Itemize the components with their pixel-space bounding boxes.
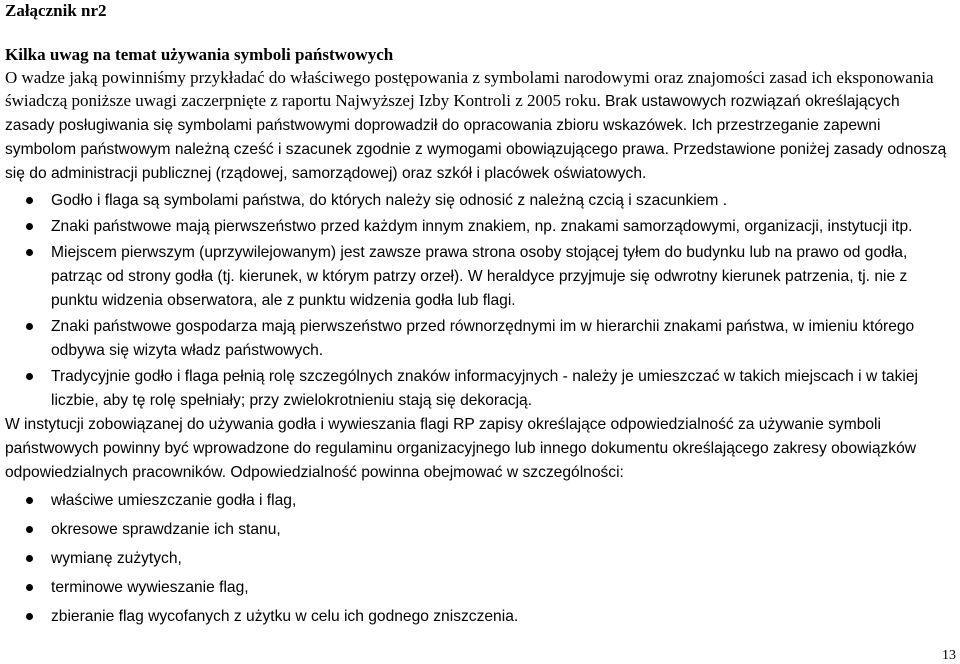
bullet-icon	[26, 197, 33, 204]
list-item	[5, 546, 953, 570]
list-item-text: okresowe sprawdzanie ich stanu,	[51, 521, 281, 538]
bullet-icon	[26, 613, 33, 620]
duties-list	[5, 488, 953, 628]
list-item-text: Znaki państwowe mają pierwszeństwo przed każdym innym znakiem, np. znakami samorządowymi, organizacji, instytucji itp.	[51, 218, 913, 235]
intro-sentence: Przedstawione poniżej zasady odnoszą się do administracji publicznej (rządowej, samorządowej) oraz szkół i placówek oświatowych.	[5, 141, 947, 182]
list-item-text: terminowe wywieszanie flag,	[51, 579, 249, 596]
attachment-heading: Załącznik nr2	[5, 1, 107, 20]
bullet-icon	[26, 526, 33, 533]
list-item	[5, 604, 953, 628]
bullet-icon	[26, 555, 33, 562]
list-item-text: Znaki państwowe gospodarza mają pierwszeństwo przed równorzędnymi im w hierarchii znakami państwa, w imieniu którego odbywa się wizyta władz państwowych.	[51, 318, 915, 359]
list-item-text: właściwe umieszczanie godła i flag,	[51, 492, 297, 509]
bullet-icon	[26, 497, 33, 504]
list-item	[5, 314, 953, 362]
list-item	[5, 575, 953, 599]
intro-sentence: Brak ustawowych rozwiązań określających zasady posługiwania się symbolami państwowymi doprowadził do opracowania zbioru wskazówek.	[5, 93, 900, 134]
section-title: Kilka uwag na temat używania symboli państwowych	[5, 45, 394, 64]
intro-sentence: O wadze jaką powinniśmy przykładać do właściwego postępowania z symbolami narodowymi oraz znajomości zasad ich eksponowania świadczą poniższe uwagi zaczerpnięte z raportu Najwyższej Izby Kontroli z 2005 roku.	[5, 68, 934, 110]
list-item	[5, 488, 953, 512]
intro-sentence: Ich przestrzeganie zapewni symbolom państwowym należną cześć i szacunek zgodnie z wymogami obowiązującego prawa.	[5, 117, 881, 158]
list-item-text: Godło i flaga są symbolami państwa, do których należy się odnosić z należną czcią i szacunkiem .	[51, 192, 728, 209]
bullet-icon	[26, 584, 33, 591]
bullet-icon	[26, 223, 33, 230]
list-item-text: Tradycyjnie godło i flaga pełnią rolę szczególnych znaków informacyjnych - należy je umieszczać w takich miejscach i w takiej liczbie, aby tę rolę spełniały; przy zwielokrotnieniu stają się dekoracją.	[51, 368, 918, 409]
closing-paragraph	[5, 412, 953, 484]
list-item	[5, 517, 953, 541]
bullet-icon	[26, 323, 33, 330]
list-item	[5, 240, 953, 312]
list-item	[5, 364, 953, 412]
bullet-icon	[26, 249, 33, 256]
bullet-icon	[26, 373, 33, 380]
closing-sentence: Odpowiedzialność powinna obejmować w szczególności:	[230, 464, 624, 481]
list-item-text: wymianę zużytych,	[51, 550, 182, 567]
list-item	[5, 188, 953, 212]
document-page	[5, 0, 953, 628]
list-item-text: Miejscem pierwszym (uprzywilejowanym) jest zawsze prawa strona osoby stojącej tyłem do budynku lub na prawo od godła, patrząc od strony godła (tj. kierunek, w którym patrzy orzeł). W heraldyce przyjmuje się odwrotny kierunek patrzenia, tj. nie z punktu widzenia obserwatora, ale z punktu widzenia godła lub flagi.	[51, 244, 908, 309]
rules-list	[5, 188, 953, 412]
list-item-text: zbieranie flag wycofanych z użytku w celu ich godnego zniszczenia.	[51, 608, 519, 625]
closing-sentence: W instytucji zobowiązanej do używania godła i wywieszania flagi RP zapisy określające odpowiedzialność za używanie symboli państwowych powinny być wprowadzone do regulaminu organizacyjnego lub innego dokumentu określającego zakresy obowiązków odpowiedzialnych pracowników.	[5, 416, 917, 481]
page-number: 13	[942, 648, 956, 663]
intro-paragraph	[5, 66, 953, 185]
list-item	[5, 214, 953, 238]
